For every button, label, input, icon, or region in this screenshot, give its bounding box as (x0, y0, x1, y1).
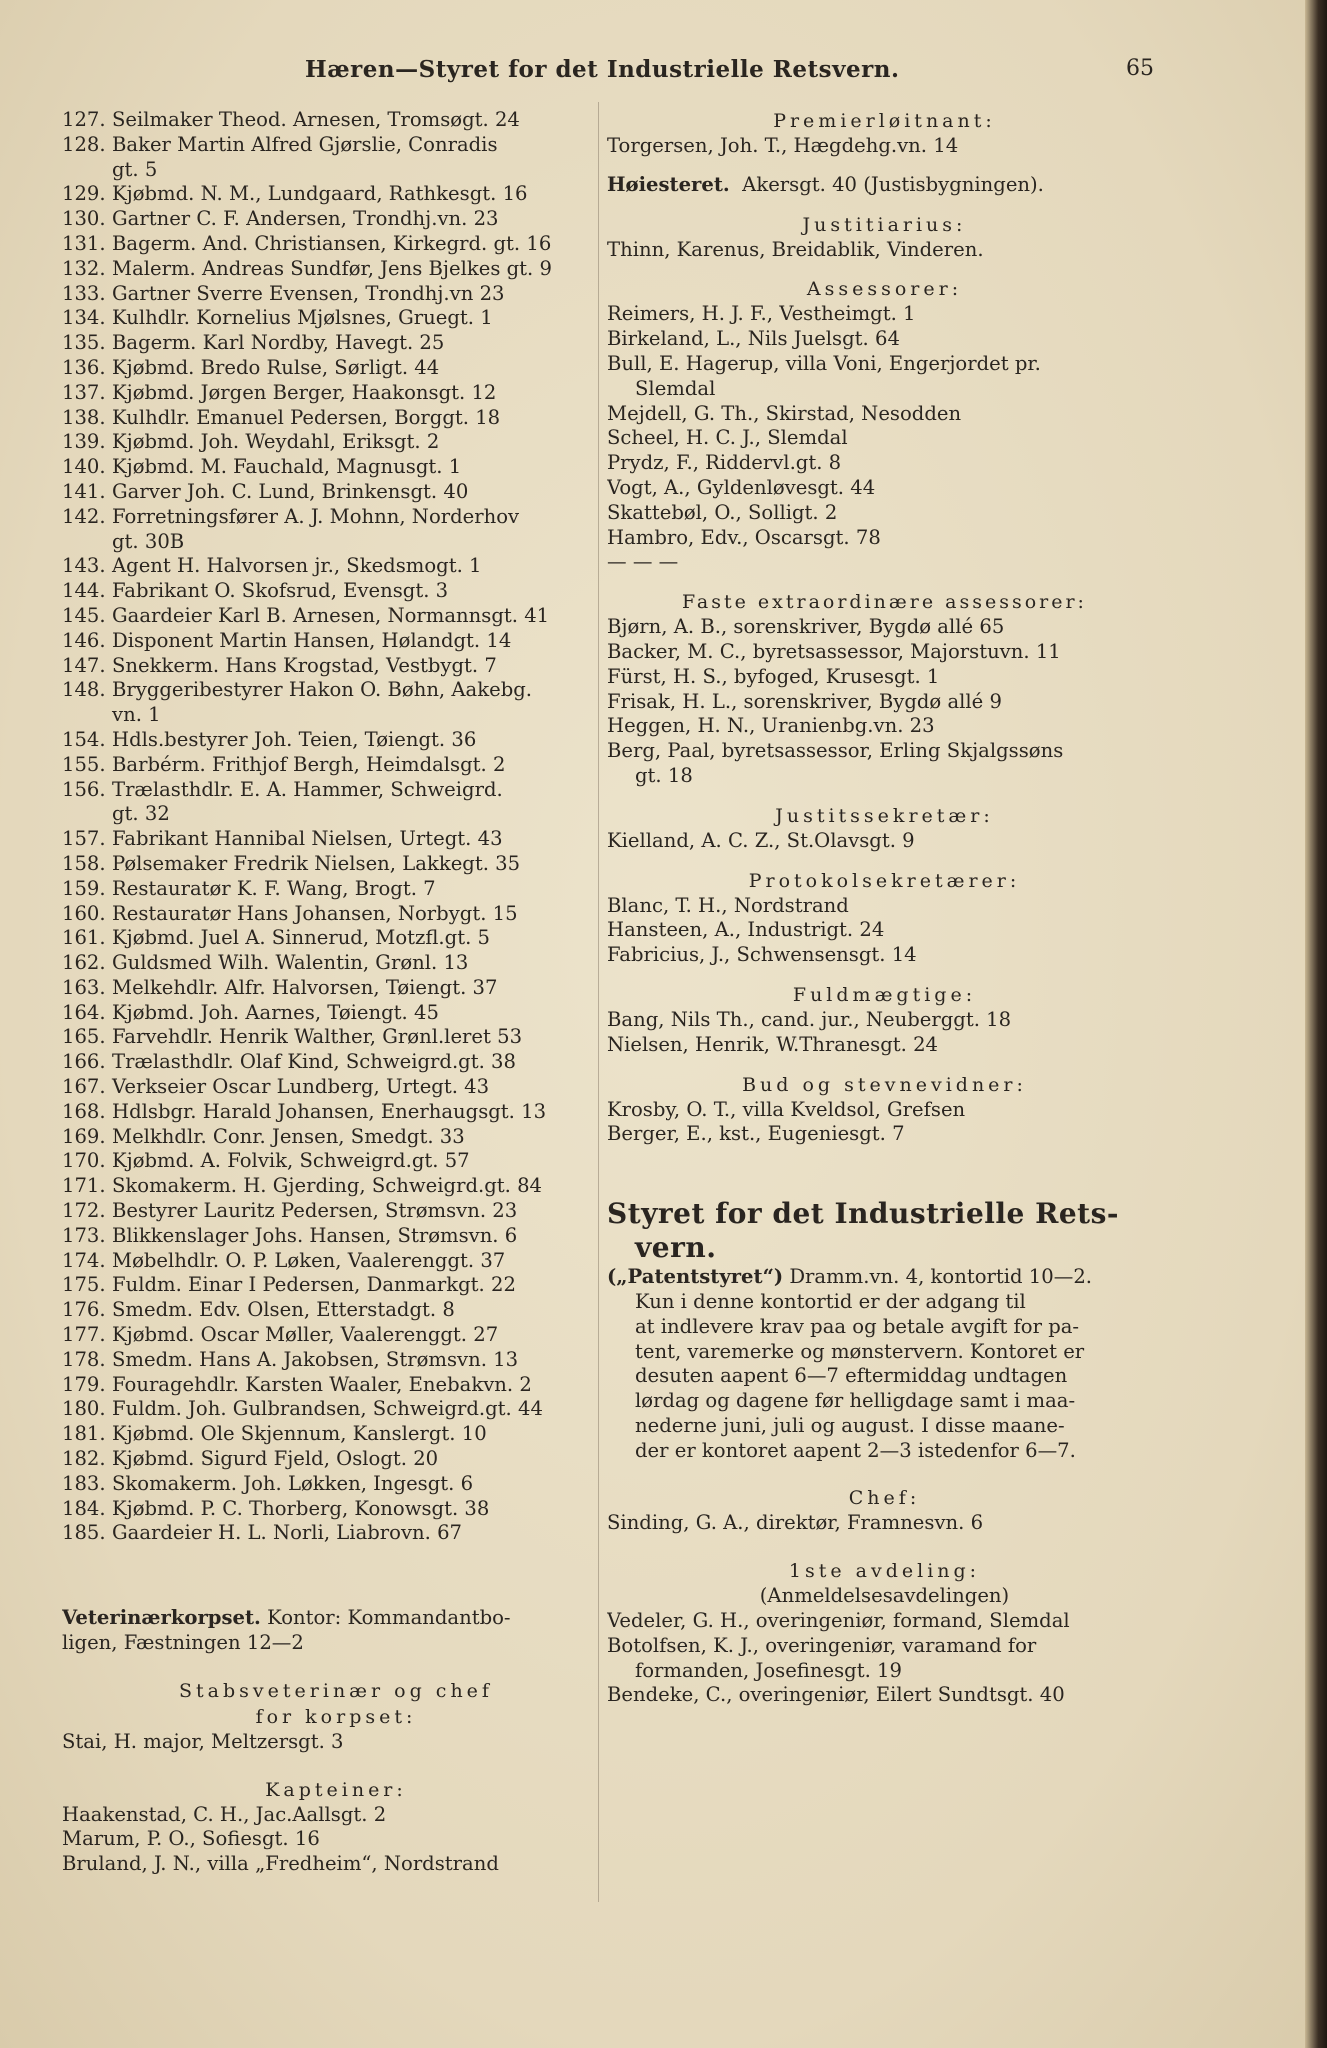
subheading: 1ste avdeling: (788, 1560, 981, 1583)
subheading: Kapteiner: (265, 1778, 407, 1801)
subheading-note: (Anmeldelsesavdelingen) (759, 1584, 1010, 1608)
entry-text: Gartner Sverre Evensen, Trondhj.vn 23 (112, 281, 505, 305)
entry-number: 142. (62, 504, 106, 528)
person-entry: Heggen, H. N., Uranienbg.vn. 23 (607, 714, 935, 738)
list-item (62, 1050, 610, 1075)
person-entry: Vedeler, G. H., overingeniør, formand, Slemdal (607, 1609, 1070, 1633)
list-item (62, 579, 610, 604)
entry-number: 167. (62, 1075, 106, 1099)
entry-number: 136. (62, 355, 106, 379)
page-number: 65 (1126, 56, 1154, 81)
entry-number: 184. (62, 1496, 106, 1520)
person-entry: Blanc, T. H., Nordstrand (607, 893, 849, 917)
person-entry: Bjørn, A. B., sorenskriver, Bygdø allé 65 (607, 615, 1005, 639)
entry-text: Restauratør K. F. Wang, Brogt. 7 (112, 876, 436, 900)
entry-number: 156. (62, 777, 106, 801)
entry-number: 148. (62, 678, 106, 702)
list-item (62, 306, 610, 331)
list-item (62, 1174, 610, 1199)
entry-number: 128. (62, 132, 106, 156)
dash-separator: — — — (607, 550, 679, 574)
paragraph-line: lørdag og dagene før helligdage samt i maa- (635, 1389, 1076, 1413)
list-item (62, 1447, 610, 1472)
list-item (62, 1199, 610, 1224)
left-column (62, 108, 610, 1877)
section-text: Akersgt. 40 (Justisbygningen). (742, 172, 1044, 196)
list-item (62, 331, 610, 356)
entry-text: Barbérm. Frithjof Bergh, Heimdalsgt. 2 (112, 752, 506, 776)
entry-number: 134. (62, 306, 106, 330)
person-entry: Kielland, A. C. Z., St.Olavsgt. 9 (607, 828, 915, 852)
entry-number: 170. (62, 1149, 106, 1173)
entry-number: 160. (62, 901, 106, 925)
entry-number: 159. (62, 876, 106, 900)
entry-text: Farvehdlr. Henrik Walther, Grønl.leret 53 (112, 1025, 523, 1049)
entry-text: Kjøbmd. Juel A. Sinnerud, Motzfl.gt. 5 (112, 926, 491, 950)
entry-number: 183. (62, 1471, 106, 1495)
entry-text: Kulhdlr. Kornelius Mjølsnes, Gruegt. 1 (112, 306, 493, 330)
list-item (62, 480, 610, 505)
subheading: Assessorer: (806, 278, 963, 301)
entry-number: 135. (62, 331, 106, 355)
entry-number: 133. (62, 281, 106, 305)
list-item (62, 926, 610, 951)
person-entry: Berger, E., kst., Eugeniesgt. 7 (607, 1122, 905, 1146)
entry-text: Hdlsbgr. Harald Johansen, Enerhaugsgt. 13 (112, 1099, 547, 1123)
right-column (607, 108, 1162, 1708)
entry-text: Melkehdlr. Alfr. Halvorsen, Tøiengt. 37 (112, 975, 498, 999)
list-item (62, 852, 610, 877)
entry-text: Agent H. Halvorsen jr., Skedsmogt. 1 (112, 554, 482, 578)
person-entry: Fabricius, J., Schwensensgt. 14 (607, 943, 917, 967)
list-item (62, 678, 610, 703)
entry-text: Trælasthdlr. Olaf Kind, Schweigrd.gt. 38 (112, 1050, 516, 1074)
list-item (62, 133, 610, 158)
list-item (62, 1224, 610, 1249)
list-item (62, 1075, 610, 1100)
list-item (62, 1100, 610, 1125)
entry-number: 141. (62, 479, 106, 503)
entry-text: Forretningsfører A. J. Mohnn, Norderhov (112, 504, 520, 528)
list-item (62, 1001, 610, 1026)
list-item (62, 430, 610, 455)
list-item (62, 604, 610, 629)
entry-number: 174. (62, 1248, 106, 1272)
subheading: Premierløitnant: (773, 110, 996, 132)
subheading: Justitiarius: (802, 213, 967, 236)
entry-text: Verkseier Oscar Lundberg, Urtegt. 43 (112, 1075, 490, 1099)
list-item (62, 1125, 610, 1150)
entry-number: 176. (62, 1298, 106, 1322)
entry-text: Gaardeier H. L. Norli, Liabrovn. 67 (112, 1521, 463, 1545)
entry-number: 140. (62, 455, 106, 479)
numbered-entry-list (62, 108, 610, 1546)
list-item (62, 455, 610, 480)
person-entry: Haakenstad, C. H., Jac.Aallsgt. 2 (62, 1802, 387, 1826)
entry-number: 137. (62, 380, 106, 404)
list-item (62, 1298, 610, 1323)
entry-number: 164. (62, 1000, 106, 1024)
paragraph-line: nederne juni, juli og august. I disse maane- (635, 1413, 1065, 1437)
entry-number: 175. (62, 1273, 106, 1297)
person-entry: Hambro, Edv., Oscarsgt. 78 (607, 525, 881, 549)
entry-text: Smedm. Hans A. Jakobsen, Strømsvn. 13 (112, 1347, 519, 1371)
entry-number: 185. (62, 1521, 106, 1545)
entry-text: Bagerm. And. Christiansen, Kirkegrd. gt. 16 (112, 231, 552, 255)
subheading: Bud og stevnevidner: (742, 1073, 1027, 1096)
list-item (62, 1273, 610, 1298)
person-entry: Mejdell, G. Th., Skirstad, Nesodden (607, 401, 962, 425)
entry-text: Garver Joh. C. Lund, Brinkensgt. 40 (112, 479, 469, 503)
person-entry: Sinding, G. A., direktør, Framnesvn. 6 (607, 1511, 984, 1535)
entry-text: Kjøbmd. A. Folvik, Schweigrd.gt. 57 (112, 1149, 470, 1173)
person-entry: Fürst, H. S., byfoged, Krusesgt. 1 (607, 664, 940, 688)
entry-text: Kjøbmd. Bredo Rulse, Sørligt. 44 (112, 355, 440, 379)
subheading: Protokolsekretærer: (748, 869, 1021, 892)
paragraph-line: tent, varemerke og mønstervern. Kontoret er (635, 1339, 1085, 1363)
list-item (62, 654, 610, 679)
book-binding-edge (1305, 0, 1327, 2048)
list-item (62, 182, 610, 207)
list-item (62, 778, 610, 803)
entry-number: 177. (62, 1323, 106, 1347)
entry-number: 181. (62, 1422, 106, 1446)
person-entry: Reimers, H. J. F., Vestheimgt. 1 (607, 302, 916, 326)
person-entry-continuation: formanden, Josefinesgt. 19 (635, 1658, 902, 1682)
list-item (62, 1397, 610, 1422)
entry-continuation: gt. 5 (112, 157, 158, 181)
entry-text: Skomakerm. Joh. Løkken, Ingesgt. 6 (112, 1471, 474, 1495)
list-item (62, 232, 610, 257)
entry-text: Kjøbmd. M. Fauchald, Magnusgt. 1 (112, 455, 462, 479)
entry-number: 182. (62, 1447, 106, 1471)
entry-text: Bagerm. Karl Nordby, Havegt. 25 (112, 331, 445, 355)
list-item (62, 1149, 610, 1174)
entry-text: Disponent Martin Hansen, Hølandgt. 14 (112, 628, 512, 652)
entry-number: 144. (62, 579, 106, 603)
section-heading: Styret for det Industrielle Rets- (607, 1197, 1119, 1231)
person-entry: Krosby, O. T., villa Kveldsol, Grefsen (607, 1097, 966, 1121)
entry-text: Melkhdlr. Conr. Jensen, Smedgt. 33 (112, 1124, 465, 1148)
styret-section (607, 1197, 1162, 1708)
entry-number: 166. (62, 1050, 106, 1074)
entry-text: Kulhdlr. Emanuel Pedersen, Borggt. 18 (112, 405, 501, 429)
entry-text: Seilmaker Theod. Arnesen, Tromsøgt. 24 (112, 108, 520, 131)
list-item (62, 827, 610, 852)
page-header (0, 56, 1300, 90)
entry-text: Kjøbmd. Joh. Weydahl, Eriksgt. 2 (112, 430, 440, 454)
entry-text: Snekkerm. Hans Krogstad, Vestbygt. 7 (112, 653, 497, 677)
entry-number: 158. (62, 851, 106, 875)
list-item (62, 257, 610, 282)
list-item (62, 753, 610, 778)
patent-label: („Patentstyret“) (607, 1265, 784, 1289)
person-entry: Nielsen, Henrik, W.Thranesgt. 24 (607, 1032, 939, 1056)
running-title: Hæren—Styret for det Industrielle Retsvern. (305, 56, 900, 83)
entry-number: 161. (62, 926, 106, 950)
entry-number: 143. (62, 554, 106, 578)
person-entry: Hansteen, A., Industrigt. 24 (607, 918, 885, 942)
entry-number: 180. (62, 1397, 106, 1421)
entry-number: 154. (62, 727, 106, 751)
entry-text: Fabrikant O. Skofsrud, Evensgt. 3 (112, 579, 449, 603)
list-item (62, 1249, 610, 1274)
entry-text: Pølsemaker Fredrik Nielsen, Lakkegt. 35 (112, 851, 521, 875)
list-item (62, 108, 610, 133)
list-item (62, 1422, 610, 1447)
list-item (62, 1323, 610, 1348)
entry-number: 145. (62, 603, 106, 627)
entry-text: Malerm. Andreas Sundfør, Jens Bjelkes gt. 9 (112, 256, 552, 280)
entry-continuation: vn. 1 (112, 703, 161, 727)
person-entry: Vogt, A., Gyldenløvesgt. 44 (607, 475, 876, 499)
section-text: ligen, Fæstningen 12—2 (62, 1631, 304, 1655)
entry-number: 169. (62, 1124, 106, 1148)
person-entry-continuation: gt. 18 (635, 763, 693, 787)
entry-number: 178. (62, 1347, 106, 1371)
subheading: Justitssekretær: (775, 804, 994, 827)
entry-number: 163. (62, 975, 106, 999)
entry-number: 132. (62, 256, 106, 280)
paragraph-line: desuten aapent 6—7 eftermiddag undtagen (635, 1364, 1068, 1388)
entry-number: 165. (62, 1025, 106, 1049)
list-item (62, 877, 610, 902)
person-entry-continuation: Slemdal (635, 376, 716, 400)
entry-text: Kjøbmd. Joh. Aarnes, Tøiengt. 45 (112, 1000, 439, 1024)
subheading: for korpset: (255, 1705, 417, 1728)
list-item (62, 207, 610, 232)
list-item (62, 381, 610, 406)
person-entry: Skattebøl, O., Solligt. 2 (607, 500, 838, 524)
list-item (62, 902, 610, 927)
list-item (62, 1472, 610, 1497)
entry-text: Trælasthdlr. E. A. Hammer, Schweigrd. (112, 777, 503, 801)
entry-text: Kjøbmd. N. M., Lundgaard, Rathkesgt. 16 (112, 182, 528, 206)
list-item (62, 976, 610, 1001)
list-item (62, 282, 610, 307)
entry-number: 179. (62, 1372, 106, 1396)
entry-text: Kjøbmd. P. C. Thorberg, Konowsgt. 38 (112, 1496, 490, 1520)
person-entry: Marum, P. O., Sofiesgt. 16 (62, 1827, 320, 1851)
entry-text: Skomakerm. H. Gjerding, Schweigrd.gt. 84 (112, 1174, 543, 1198)
entry-text: Kjøbmd. Ole Skjennum, Kanslergt. 10 (112, 1422, 487, 1446)
list-item (62, 1025, 610, 1050)
subheading: Faste extraordinære assessorer: (682, 591, 1087, 614)
list-item (62, 1497, 610, 1522)
entry-text: Gartner C. F. Andersen, Trondhj.vn. 23 (112, 207, 499, 231)
list-item (62, 1373, 610, 1398)
entry-text: Bryggeribestyrer Hakon O. Bøhn, Aakebg. (112, 678, 533, 702)
entry-number: 171. (62, 1174, 106, 1198)
list-item (62, 1521, 610, 1546)
entry-number: 130. (62, 207, 106, 231)
person-entry: Birkeland, L., Nils Juelsgt. 64 (607, 327, 900, 351)
entry-number: 173. (62, 1223, 106, 1247)
entry-text: Restauratør Hans Johansen, Norbygt. 15 (112, 901, 518, 925)
list-item (62, 1348, 610, 1373)
entry-number: 138. (62, 405, 106, 429)
entry-number: 129. (62, 182, 106, 206)
entry-text: Smedm. Edv. Olsen, Etterstadgt. 8 (112, 1298, 455, 1322)
section-text: Kontor: Kommandantbo- (267, 1606, 511, 1630)
paragraph-line: Kun i denne kontortid er der adgang til (635, 1289, 1026, 1313)
entry-text: Blikkenslager Johs. Hansen, Strømsvn. 6 (112, 1223, 518, 1247)
person-entry: Prydz, F., Riddervl.gt. 8 (607, 451, 842, 475)
entry-continuation: gt. 30B (112, 529, 185, 553)
subheading: Fuldmægtige: (792, 983, 977, 1006)
entry-number: 146. (62, 628, 106, 652)
entry-text: Kjøbmd. Jørgen Berger, Haakonsgt. 12 (112, 380, 497, 404)
entry-number: 155. (62, 752, 106, 776)
list-item (62, 951, 610, 976)
veterinaerkorpset-section (62, 1606, 610, 1877)
person-entry: Bang, Nils Th., cand. jur., Neuberggt. 18 (607, 1007, 1012, 1031)
entry-text: Guldsmed Wilh. Walentin, Grønl. 13 (112, 951, 469, 975)
entry-number: 127. (62, 108, 106, 131)
list-item (62, 728, 610, 753)
person-entry: Frisak, H. L., sorenskriver, Bygdø allé 9 (607, 689, 1002, 713)
person-entry: Scheel, H. C. J., Slemdal (607, 426, 848, 450)
entry-number: 131. (62, 231, 106, 255)
person-entry: Torgersen, Joh. T., Hægdehg.vn. 14 (607, 134, 959, 157)
list-item (62, 554, 610, 579)
entry-text: Baker Martin Alfred Gjørslie, Conradis (112, 132, 498, 156)
entry-text: Fabrikant Hannibal Nielsen, Urtegt. 43 (112, 827, 503, 851)
entry-number: 162. (62, 951, 106, 975)
entry-text: Fuldm. Joh. Gulbrandsen, Schweigrd.gt. 44 (112, 1397, 543, 1421)
person-entry: Berg, Paal, byretsassessor, Erling Skjalgssøns (607, 739, 1064, 763)
person-entry: Bendeke, C., overingeniør, Eilert Sundtsgt. 40 (607, 1683, 1065, 1707)
subheading: Chef: (848, 1487, 921, 1510)
paragraph-line: at indlevere krav paa og betale avgift for pa- (635, 1314, 1080, 1338)
entry-text: Hdls.bestyrer Joh. Teien, Tøiengt. 36 (112, 727, 477, 751)
entry-number: 157. (62, 827, 106, 851)
section-heading-continuation: vern. (635, 1231, 717, 1265)
entry-text: Bestyrer Lauritz Pedersen, Strømsvn. 23 (112, 1199, 518, 1223)
entry-text: Gaardeier Karl B. Arnesen, Normannsgt. 41 (112, 603, 550, 627)
section-heading: Veterinærkorpset. (62, 1606, 261, 1630)
entry-number: 172. (62, 1199, 106, 1223)
list-item (62, 629, 610, 654)
list-item (62, 505, 610, 530)
entry-number: 147. (62, 653, 106, 677)
section-heading: Høiesteret. (607, 172, 730, 196)
entry-number: 168. (62, 1099, 106, 1123)
list-item (62, 356, 610, 381)
person-entry: Botolfsen, K. J., overingeniør, varamand for (607, 1633, 1037, 1657)
person-entry: Thinn, Karenus, Breidablik, Vinderen. (607, 237, 984, 261)
person-entry: Bruland, J. N., villa „Fredheim“, Nordstrand (62, 1852, 499, 1876)
person-entry: Bull, E. Hagerup, villa Voni, Engerjordet pr. (607, 351, 1041, 375)
entry-text: Fouragehdlr. Karsten Waaler, Enebakvn. 2 (112, 1372, 532, 1396)
list-item (62, 406, 610, 431)
entry-number: 139. (62, 430, 106, 454)
entry-text: Kjøbmd. Oscar Møller, Vaalerenggt. 27 (112, 1323, 499, 1347)
entry-text: Fuldm. Einar I Pedersen, Danmarkgt. 22 (112, 1273, 516, 1297)
entry-text: Kjøbmd. Sigurd Fjeld, Oslogt. 20 (112, 1447, 439, 1471)
entry-text: Møbelhdlr. O. P. Løken, Vaalerenggt. 37 (112, 1248, 506, 1272)
person-entry: Backer, M. C., byretsassessor, Majorstuvn. 11 (607, 639, 1061, 663)
person-entry: Stai, H. major, Meltzersgt. 3 (62, 1729, 344, 1753)
subheading: Stabsveterinær og chef (179, 1679, 493, 1702)
paragraph-line: der er kontoret aapent 2—3 istedenfor 6—7. (635, 1438, 1076, 1462)
paragraph-line: Dramm.vn. 4, kontortid 10—2. (789, 1265, 1093, 1289)
entry-continuation: gt. 32 (112, 802, 170, 826)
